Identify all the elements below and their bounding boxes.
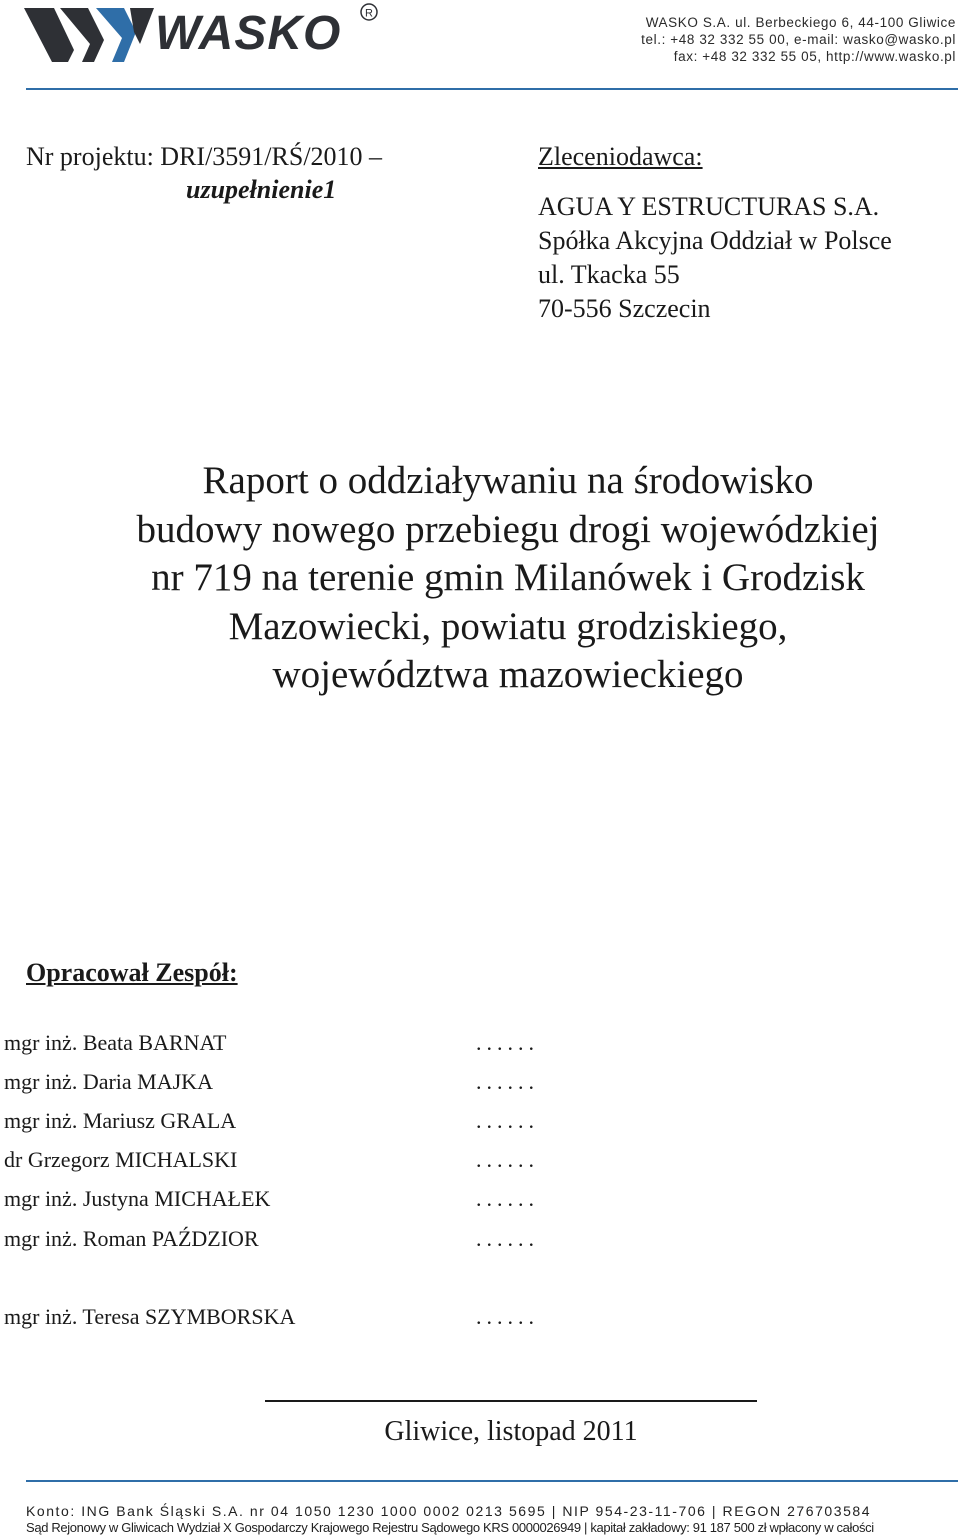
wasko-logo-mark-icon [24, 4, 159, 66]
footer-divider [26, 1480, 958, 1482]
client-city: 70-556 Szczecin [538, 294, 711, 323]
header-divider [26, 88, 958, 90]
team-member-name: mgr inż. Teresa SZYMBORSKA [4, 1304, 296, 1329]
footer-registry-details: Sąd Rejonowy w Gliwicach Wydział X Gospodarczy Krajowego Rejestru Sądowego KRS 0000026949 | kapitał zakładowy: 91 187 500 zł wpłacony w całości [26, 1520, 874, 1535]
signature-placeholder: ...... [476, 1147, 539, 1172]
company-phone-line: tel.: +48 32 332 55 00, e-mail: wasko@wasko.pl [641, 32, 956, 47]
team-member-name: mgr inż. Roman PAŹDZIOR [4, 1226, 259, 1251]
report-title-line: Raport o oddziaływaniu na środowisko [202, 459, 814, 502]
registered-mark-icon [359, 2, 379, 22]
signature-placeholder: ...... [476, 1304, 539, 1329]
team-member-name: mgr inż. Justyna MICHAŁEK [4, 1186, 271, 1211]
client-name: AGUA Y ESTRUCTURAS S.A. [538, 192, 880, 221]
signature-placeholder: ...... [476, 1186, 539, 1211]
report-title-line: budowy nowego przebiegu drogi wojewódzkiej [136, 507, 880, 551]
report-title-line: Mazowiecki, powiatu grodziskiego, [228, 604, 788, 648]
team-member-name: mgr inż. Beata BARNAT [4, 1030, 227, 1055]
place-date: Gliwice, listopad 2011 [384, 1416, 638, 1447]
footer-bank-details: Konto: ING Bank Śląski S.A. nr 04 1050 1230 1000 0002 0213 5695 | NIP 954-23-11-706 | REGON 276703584 [26, 1503, 872, 1519]
signature-placeholder: ...... [476, 1030, 539, 1055]
client-address [538, 190, 892, 326]
signature-placeholder: ...... [476, 1108, 539, 1133]
company-logo [24, 4, 384, 66]
team-heading: Opracował Zespół: [26, 958, 238, 987]
company-contact-info [641, 14, 956, 65]
report-title-line: województwa mazowieckiego [272, 653, 744, 696]
report-title-line: nr 719 na terenie gmin Milanówek i Grodzisk [151, 556, 865, 599]
report-title [60, 457, 956, 700]
place-date-rule [265, 1400, 757, 1402]
logo-wordmark: WASKO [155, 7, 342, 60]
team-member-name: dr Grzegorz MICHALSKI [4, 1147, 238, 1172]
company-address-line: WASKO S.A. ul. Berbeckiego 6, 44-100 Gliwice [645, 15, 956, 30]
client-label: Zleceniodawca: [538, 142, 703, 171]
signature-placeholder: ...... [476, 1226, 539, 1251]
team-member-name: mgr inż. Daria MAJKA [4, 1069, 213, 1094]
client-street: ul. Tkacka 55 [538, 260, 680, 289]
company-fax-line: fax: +48 32 332 55 05, http://www.wasko.pl [673, 49, 956, 64]
svg-text:R: R [365, 7, 373, 20]
signature-placeholder: ...... [476, 1069, 539, 1094]
project-supplement: uzupełnienie1 [186, 175, 337, 204]
client-branch: Spółka Akcyjna Oddział w Polsce [538, 226, 892, 255]
team-member-name: mgr inż. Mariusz GRALA [4, 1108, 237, 1133]
project-number: Nr projektu: DRI/3591/RŚ/2010 – [26, 142, 383, 171]
